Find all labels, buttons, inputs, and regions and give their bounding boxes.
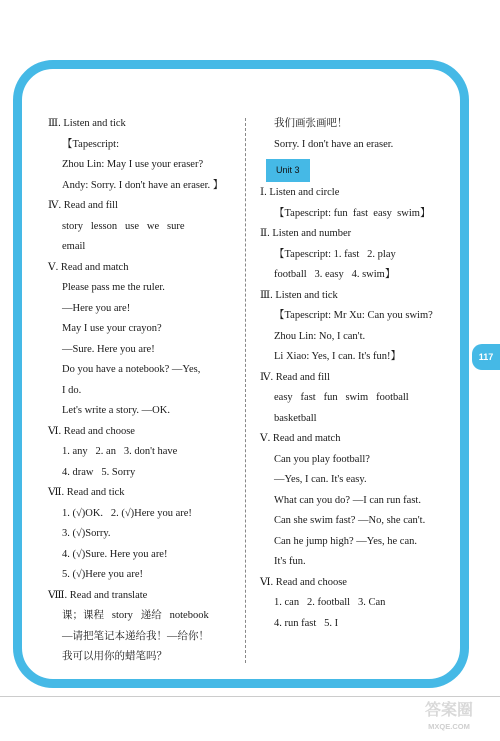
- section-heading: Ⅴ. Read and match: [260, 433, 341, 444]
- section-heading: Ⅱ. Listen and number: [260, 228, 352, 239]
- left-column: [48, 114, 240, 668]
- watermark-title: 答案圈: [424, 702, 473, 719]
- answer-line: 【Tapescript: 1. fast 2. play: [274, 248, 396, 260]
- answer-line: 【Tapescript:: [62, 138, 119, 150]
- answer-line: It's fun.: [274, 556, 306, 567]
- answer-line: —Sure. Here you are!: [62, 343, 155, 355]
- section-heading: Ⅶ. Read and tick: [48, 487, 125, 498]
- answer-line: easy fast fun swim football: [274, 392, 409, 403]
- answer-line: story lesson use we sure: [62, 220, 185, 232]
- answer-line: Please pass me the ruler.: [62, 282, 165, 293]
- answer-line: —请把笔记本递给我！—给你！: [62, 630, 209, 642]
- answer-line: Can you play football?: [274, 453, 370, 465]
- answer-line: 课；课程 story 递给 notebook: [62, 610, 209, 621]
- answer-line: 4. run fast 5. I: [274, 617, 339, 629]
- section-heading: Ⅳ. Read and fill: [260, 371, 330, 383]
- answer-line: 【Tapescript: Mr Xu: Can you swim?: [274, 310, 433, 321]
- section-heading: Ⅰ. Listen and circle: [260, 187, 340, 198]
- answer-line: What can you do? —I can run fast.: [274, 494, 421, 506]
- answer-line: 我们画张画吧！: [274, 118, 348, 129]
- bottom-rule: [0, 696, 500, 697]
- section-heading: Ⅲ. Listen and tick: [260, 289, 338, 301]
- watermark-logo: [404, 701, 494, 737]
- answer-line: Zhou Lin: May I use your eraser?: [62, 159, 204, 170]
- answer-line: 1. (√)OK. 2. (√)Here you are!: [62, 507, 192, 519]
- section-heading: Ⅷ. Read and translate: [48, 589, 148, 601]
- column-divider: [245, 118, 246, 663]
- unit-badge: Unit 3: [266, 159, 310, 182]
- answer-line: 1. any 2. an 3. don't have: [62, 446, 178, 457]
- answer-line: Do you have a notebook? —Yes,: [62, 364, 201, 375]
- answer-line: —Here you are!: [62, 302, 131, 314]
- answer-line: 5. (√)Here you are!: [62, 569, 143, 580]
- answer-line: basketball: [274, 412, 317, 424]
- answer-line: —Yes, I can. It's easy.: [274, 474, 367, 485]
- page-number: 117: [478, 352, 494, 362]
- answer-line: 1. can 2. football 3. Can: [274, 597, 386, 608]
- answer-line: 4. draw 5. Sorry: [62, 466, 136, 478]
- section-heading: Ⅵ. Read and choose: [260, 576, 347, 588]
- answer-line: 4. (√)Sure. Here you are!: [62, 548, 168, 560]
- section-heading: Ⅵ. Read and choose: [48, 425, 135, 437]
- answer-line: 3. (√)Sorry.: [62, 528, 111, 539]
- answer-line: Let's write a story. —OK.: [62, 405, 170, 416]
- answer-line: 【Tapescript: fun fast easy swim】: [274, 207, 431, 219]
- answer-line: Sorry. I don't have an eraser.: [274, 138, 394, 150]
- unit-heading: [260, 155, 460, 183]
- section-heading: Ⅳ. Read and fill: [48, 200, 118, 211]
- section-heading: Ⅲ. Listen and tick: [48, 118, 126, 129]
- page-number-tab: [472, 344, 500, 370]
- answer-line: email: [62, 241, 86, 252]
- answer-line: 我可以用你的蜡笔吗？: [62, 651, 167, 662]
- answer-line: I do.: [62, 384, 82, 396]
- answer-line: Can he jump high? —Yes, he can.: [274, 535, 417, 547]
- watermark-url: MXQE.COM: [428, 722, 470, 731]
- answer-line: Andy: Sorry. I don't have an eraser. 】: [62, 179, 224, 191]
- answer-line: May I use your crayon?: [62, 323, 162, 334]
- right-column: [260, 114, 460, 634]
- answer-line: Zhou Lin: No, I can't.: [274, 330, 366, 342]
- answer-line: Can she swim fast? —No, she can't.: [274, 515, 426, 526]
- answer-line: football 3. easy 4. swim】: [274, 269, 396, 280]
- section-heading: Ⅴ. Read and match: [48, 261, 129, 273]
- answer-line: Li Xiao: Yes, I can. It's fun!】: [274, 351, 401, 362]
